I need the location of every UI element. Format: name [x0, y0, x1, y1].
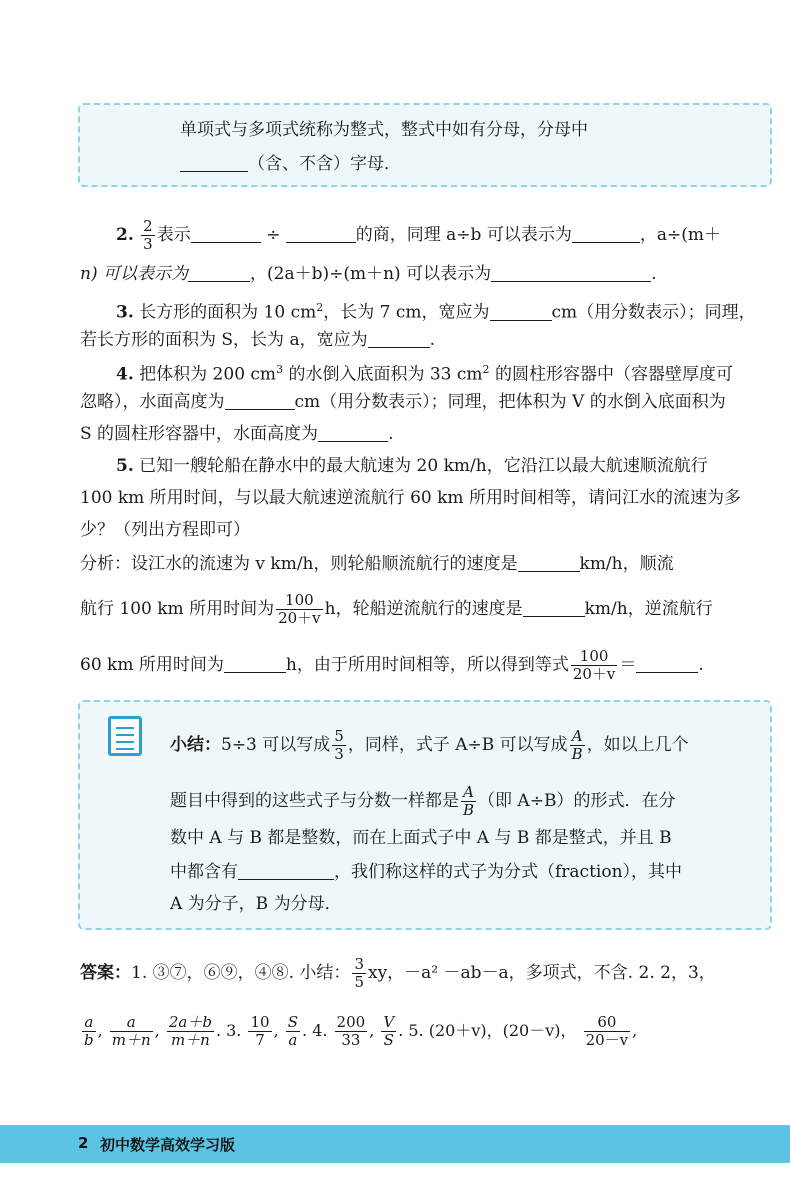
question-4-line-2: [80, 390, 726, 414]
question-5-line-2: 100 km 所用时间，与以最大航速逆流航行 60 km 所用时间相等，请问江水的流速为多: [80, 488, 741, 508]
fraction: $\frac{10}{7}$: [250, 1013, 270, 1049]
text: cm（用分数表示）；同理，: [551, 302, 756, 323]
text: cm（用分数表示）；同理，把体积为 V 的水倒入底面积为: [294, 392, 726, 412]
fraction: $\frac{5}{3}$: [334, 727, 344, 763]
fraction: $\frac{A}{B}$: [571, 727, 583, 763]
intro-line-2: [180, 152, 401, 176]
question-4-line-3: [80, 422, 393, 446]
fraction: $\frac{60}{20-v}$: [585, 1013, 629, 1049]
text: S 的圆柱形容器中，水面高度为: [80, 424, 319, 444]
answers-line-2: $\frac{a}{b}$ , $\frac{a}{m+n}$ , $\frac{2a+b}{m+n}$ . 3. $\frac{10}{7}$ , $\frac{S}{a}$ . 4. $\frac{200}{33}$ , $\frac{V}{S}$ . 5. (20＋v)，(20－v)， $\frac{60}{20-v}$ ,: [84, 1013, 638, 1049]
summary-title: 小结：: [170, 735, 221, 755]
question-4-line-1: [116, 358, 733, 387]
summary-line-5: A 为分子，B 为分母．: [170, 894, 342, 914]
text: 2. 2，3，: [638, 963, 716, 983]
blank: [224, 654, 286, 673]
analysis-line-1: [80, 552, 674, 576]
blank: [225, 391, 295, 410]
question-5-line-3: 少？（列出方程即可）: [80, 520, 250, 540]
fraction: $\frac{2}{3}$: [143, 217, 153, 253]
text: xy，－a² －ab－a，多项式，不含.: [367, 963, 634, 983]
blank: [191, 224, 261, 243]
fraction: $\frac{2a+b}{m+n}$: [168, 1013, 212, 1049]
text: .: [388, 424, 394, 444]
fraction: $\frac{200}{33}$: [336, 1013, 366, 1049]
text: 5÷3 可以写成: [221, 735, 331, 755]
text: 航行 100 km 所用时间为: [80, 599, 275, 619]
summary-line-3: 数中 A 与 B 都是整数，而在上面式子中 A 与 B 都是整式，并且 B: [170, 828, 672, 848]
fraction: $\frac{100}{20+v}$: [572, 647, 616, 683]
question-number: 5.: [116, 456, 134, 476]
book-title: 初中数学高效学习版: [100, 1136, 236, 1154]
analysis-line-2: [80, 592, 713, 627]
blank: [572, 224, 640, 243]
text: ＝: [619, 655, 637, 675]
notepad-icon: [108, 716, 142, 756]
text: 题目中得到的这些式子与分数一样都是: [170, 791, 459, 811]
text: ，(2a＋b)÷(m＋n) 可以表示为: [250, 264, 492, 284]
question-2-line-2: [80, 262, 657, 286]
question-5-line-1: [116, 454, 708, 478]
blank: [523, 598, 585, 617]
text: 的商，同理 a÷b 可以表示为: [355, 225, 572, 245]
text: n) 可以表示为: [80, 264, 188, 284]
text: （即 A÷B）的形式．在分: [478, 791, 676, 811]
blank: [318, 423, 388, 442]
question-3-line-1: [116, 296, 756, 325]
text: 忽略），水面高度为: [80, 392, 225, 412]
fraction: $\frac{V}{S}$: [383, 1013, 395, 1049]
text: 的水倒入底面积为 33 cm: [283, 364, 483, 385]
fraction: $\frac{A}{B}$: [463, 783, 475, 819]
text: ÷: [266, 225, 281, 245]
text: 分析：设江水的流速为 v km/h，则轮船顺流航行的速度是: [80, 554, 518, 574]
intro-line-1: 单项式与多项式统称为整式，整式中如有分母，分母中: [180, 120, 588, 140]
text: 1. ③⑦，⑥⑨，④⑧. 小结：: [131, 963, 351, 983]
superscript: 2: [316, 301, 324, 314]
blank: [636, 654, 698, 673]
text: ，a÷(m＋: [639, 225, 721, 245]
blank: [368, 329, 430, 348]
text: ，同样，式子 A÷B 可以写成: [347, 735, 568, 755]
page-footer: [0, 1125, 790, 1163]
blank: [491, 263, 651, 282]
text: 3.: [226, 1021, 242, 1040]
superscript: 2: [482, 363, 490, 376]
fraction: $\frac{a}{b}$: [84, 1013, 94, 1049]
text: h，轮船逆流航行的速度是: [324, 599, 523, 619]
text: .: [651, 264, 657, 284]
question-number: 3.: [116, 302, 134, 323]
text: 已知一艘轮船在静水中的最大航速为 20 km/h，它沿江以最大航速顺流航行: [139, 456, 708, 476]
question-2-line-1: [116, 218, 721, 253]
summary-line-1: [170, 728, 689, 763]
text: 把体积为 200 cm: [139, 364, 277, 385]
blank: [238, 861, 334, 880]
question-number: 2.: [116, 225, 134, 245]
text: h，由于所用时间相等，所以得到等式: [285, 655, 569, 675]
page-number: 2: [78, 1134, 89, 1152]
text: 60 km 所用时间为: [80, 655, 224, 675]
superscript: 3: [276, 363, 284, 376]
text: 中都含有: [170, 862, 238, 882]
text: 表示: [156, 225, 191, 245]
text: .: [698, 655, 704, 675]
summary-line-4: [170, 860, 682, 884]
text: ，长为 7 cm，宽应为: [323, 302, 490, 323]
fraction: $\frac{100}{20+v}$: [278, 591, 321, 627]
text: ，我们称这样的式子为分式（fraction），其中: [334, 862, 683, 882]
intro-text: （含、不含）字母．: [248, 154, 401, 174]
text: 的圆柱形容器中（容器壁厚度可: [489, 364, 733, 385]
text: ，如以上几个: [586, 735, 689, 755]
text: .: [429, 330, 435, 350]
fraction: $\frac{S}{a}$: [287, 1013, 299, 1049]
question-3-line-2: [80, 328, 435, 352]
blank: [518, 553, 580, 572]
answers-line-1: [80, 956, 716, 991]
analysis-line-3: [80, 648, 704, 683]
blank: [180, 153, 248, 172]
fraction: $\frac{3}{5}$: [354, 955, 364, 991]
summary-line-2: [170, 784, 675, 819]
text: km/h，逆流航行: [584, 599, 713, 619]
text: 若长方形的面积为 S，长为 a，宽应为: [80, 330, 368, 350]
question-number: 4.: [116, 364, 134, 385]
answers-label: 答案：: [80, 963, 131, 983]
text: 5. (20＋v)，(20－v)，: [408, 1021, 577, 1040]
text: 长方形的面积为 10 cm: [139, 302, 317, 323]
blank: [188, 263, 250, 282]
text: 4.: [312, 1021, 328, 1040]
fraction: $\frac{a}{m+n}$: [111, 1013, 151, 1049]
blank: [286, 224, 356, 243]
blank: [490, 302, 552, 321]
text: km/h，顺流: [579, 554, 674, 574]
